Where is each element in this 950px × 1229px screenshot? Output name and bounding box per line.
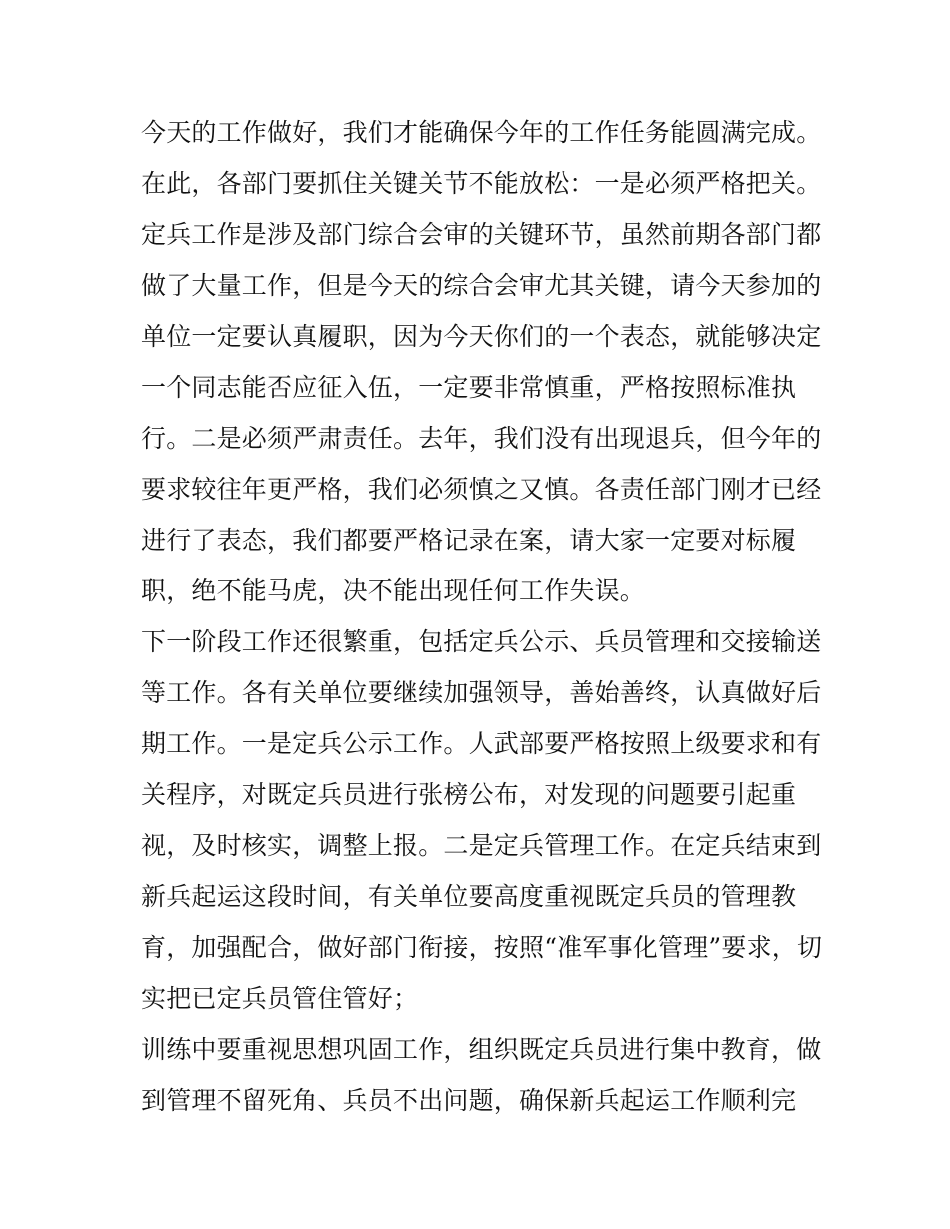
text-line: 等工作。各有关单位要继续加强领导，善始善终，认真做好后 <box>141 678 822 708</box>
text-line: 进行了表态，我们都要严格记录在案，请大家一定要对标履 <box>141 525 797 555</box>
text-line: 到管理不留死角、兵员不出问题，确保新兵起运工作顺利完 <box>141 1085 797 1115</box>
text-line: 做了大量工作，但是今天的综合会审尤其关键，请今天参加的 <box>141 270 822 300</box>
text-line: 期工作。一是定兵公示工作。人武部要严格按照上级要求和有 <box>141 729 822 759</box>
text-line: 训练中要重视思想巩固工作，组织既定兵员进行集中教育，做 <box>141 1034 822 1064</box>
text-line: 要求较往年更严格，我们必须慎之又慎。各责任部门刚才已经 <box>141 474 822 504</box>
text-line: 下一阶段工作还很繁重，包括定兵公示、兵员管理和交接输送 <box>141 627 822 657</box>
text-line: 关程序，对既定兵员进行张榜公布，对发现的问题要引起重 <box>141 780 797 810</box>
text-line: 一个同志能否应征入伍，一定要非常慎重，严格按照标准执 <box>141 372 797 402</box>
document-body <box>141 108 821 1127</box>
text-line: 定兵工作是涉及部门综合会审的关键环节，虽然前期各部门都 <box>141 219 822 249</box>
text-line: 视，及时核实，调整上报。二是定兵管理工作。在定兵结束到 <box>141 831 822 861</box>
text-line: 今天的工作做好，我们才能确保今年的工作任务能圆满完成。 <box>141 118 822 147</box>
text-line: 行。二是必须严肃责任。去年，我们没有出现退兵，但今年的 <box>141 423 822 453</box>
text-line: 新兵起运这段时间，有关单位要高度重视既定兵员的管理教 <box>141 882 797 912</box>
text-line: 职，绝不能马虎，决不能出现任何工作失误。 <box>141 576 646 606</box>
text-line: 单位一定要认真履职，因为今天你们的一个表态，就能够决定 <box>141 321 822 351</box>
text-line: 实把已定兵员管住管好； <box>141 983 419 1013</box>
text-line: 育，加强配合，做好部门衔接，按照“准军事化管理”要求，切 <box>141 933 823 962</box>
text-line: 在此，各部门要抓住关键关节不能放松：一是必须严格把关。 <box>141 168 822 198</box>
